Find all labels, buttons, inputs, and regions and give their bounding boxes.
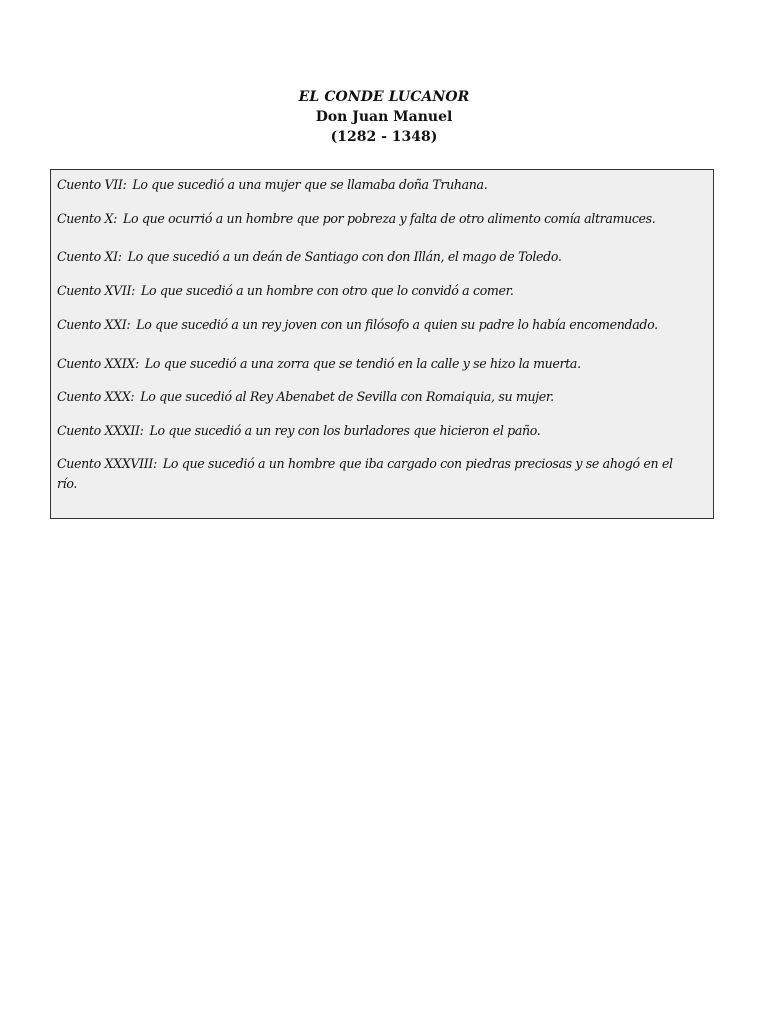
book-title: EL CONDE LUCANOR (298, 89, 470, 105)
cuento-item (57, 387, 693, 407)
cuento-item (57, 354, 693, 374)
cuento-description: Lo que sucedió a un hombre que iba cargado con piedras preciosas y se ahogó en el río. (57, 456, 673, 491)
cuento-number: Cuento XXIX: (57, 356, 139, 371)
cuento-item (57, 175, 693, 195)
cuento-item (57, 454, 693, 494)
cuento-number: Cuento XXXII: (57, 423, 144, 438)
cuento-description: Lo que sucedió a un rey joven con un filósofo a quien su padre lo había encomendado. (136, 317, 658, 332)
cuentos-list-box (50, 169, 714, 519)
cuento-number: Cuento XXI: (57, 317, 131, 332)
cuento-number: Cuento XVII: (57, 283, 136, 298)
author-name: Don Juan Manuel (315, 109, 453, 125)
cuento-item (57, 281, 693, 301)
cuento-number: Cuento XXX: (57, 389, 135, 404)
cuento-number: Cuento X: (57, 211, 118, 226)
author-dates: (1282 - 1348) (330, 129, 438, 145)
cuento-number: Cuento VII: (57, 177, 127, 192)
cuento-item (57, 247, 693, 267)
cuento-item (57, 315, 693, 335)
cuento-number: Cuento XXXVIII: (57, 456, 157, 471)
cuento-item (57, 209, 693, 229)
cuento-description: Lo que sucedió a una zorra que se tendió en la calle y se hizo la muerta. (144, 356, 581, 371)
cuento-item (57, 421, 693, 441)
cuento-description: Lo que sucedió a una mujer que se llamaba doña Truhana. (132, 177, 488, 192)
cuento-number: Cuento XI: (57, 249, 122, 264)
document-header (0, 88, 768, 147)
cuento-description: Lo que sucedió a un deán de Santiago con don Illán, el mago de Toledo. (127, 249, 562, 264)
cuento-description: Lo que sucedió a un rey con los burladores que hicieron el paño. (149, 423, 541, 438)
cuento-description: Lo que ocurrió a un hombre que por pobreza y falta de otro alimento comía altramuces. (123, 211, 656, 226)
cuento-description: Lo que sucedió a un hombre con otro que lo convidó a comer. (141, 283, 514, 298)
cuento-description: Lo que sucedió al Rey Abenabet de Sevilla con Romaiquia, su mujer. (140, 389, 554, 404)
